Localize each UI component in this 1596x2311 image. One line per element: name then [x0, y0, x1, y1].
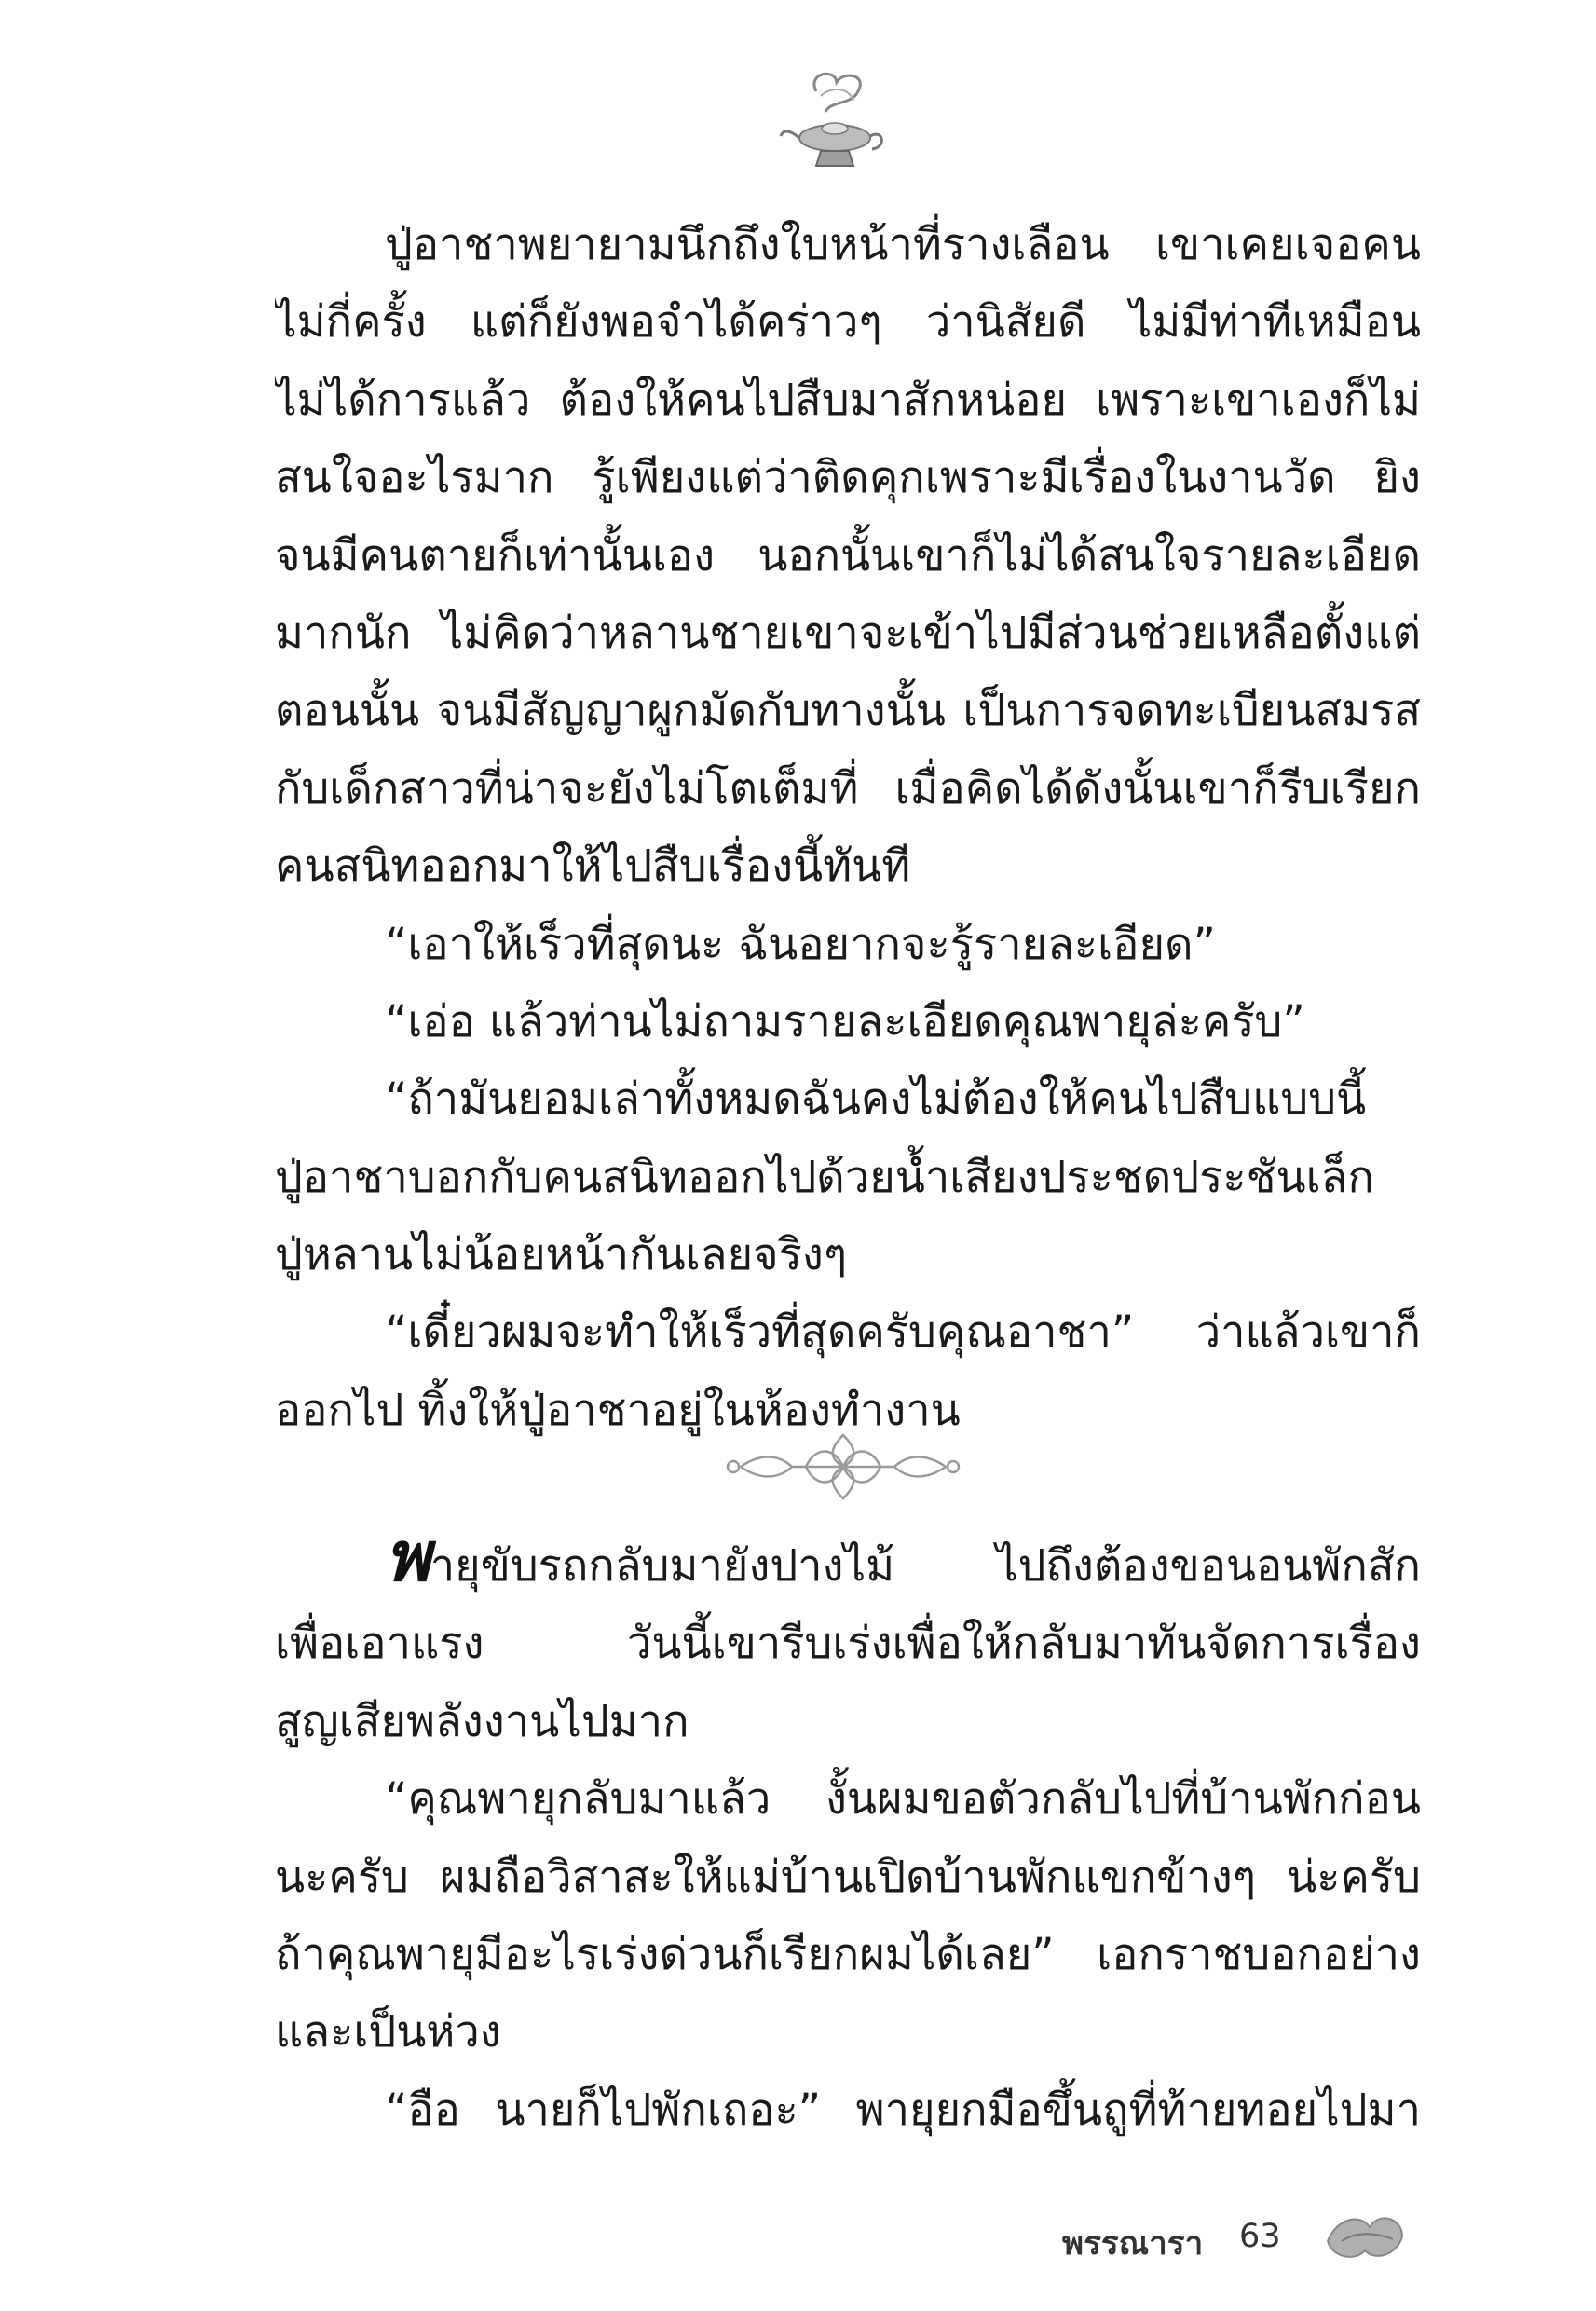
body-text-line	[275, 2072, 1421, 2149]
body-text-line-text: ไม่ได้การแล้ว ต้องให้คนไปสืบมาสักหน่อย เพราะเขาเองก็ไม่	[275, 374, 1421, 426]
body-text-line-text: “เอาให้เร็วที่สุดนะ ฉันอยากจะรู้รายละเอียด”	[385, 918, 1216, 970]
body-text-line-text: “เดี๋ยวผมจะทำให้เร็วที่สุดครับคุณอาชา” ว่าแล้วเขาก็	[385, 1306, 1421, 1359]
text-block-bottom	[275, 1527, 1421, 2149]
book-title: พรรณารา	[1062, 2225, 1204, 2263]
body-text-line-text: “อือ นายก็ไปพักเถอะ” พายุยกมือขึ้นถูที่ท้ายทอยไปมา	[385, 2084, 1421, 2136]
leaf-ornament-icon	[1323, 2204, 1407, 2269]
body-text-line-text: จนมีคนตายก็เท่านั้นเอง นอกนั้นเขาก็ไม่ได้สนใจรายละเอียด	[275, 529, 1421, 581]
body-text-line	[275, 439, 1421, 516]
body-text-line-text: นะครับ ผมถือวิสาสะให้แม่บ้านเปิดบ้านพักแขกข้างๆ น่ะครับ	[275, 1851, 1421, 1903]
text-block-top	[275, 206, 1421, 1449]
body-text-line	[275, 827, 1421, 905]
body-text-line	[275, 1605, 1421, 1682]
body-text-line-text: “ถ้ามันยอมเล่าทั้งหมดฉันคงไม่ต้องให้คนไปสืบแบบนี้	[385, 1073, 1367, 1126]
body-text-line-text: “เอ่อ แล้วท่านไม่ถามรายละเอียดคุณพายุล่ะครับ”	[385, 995, 1305, 1047]
body-text-line	[275, 1060, 1421, 1138]
body-text-line	[275, 206, 1421, 283]
body-text-line	[275, 1293, 1421, 1371]
body-text-line-text: และเป็นห่วง	[275, 2006, 501, 2058]
body-text-line-text: กับเด็กสาวที่น่าจะยังไม่โตเต็มที่ เมื่อคิดได้ดังนั้นเขาก็รีบเรียก	[275, 762, 1421, 814]
body-text-line	[275, 672, 1421, 749]
body-text-line-text: มากนัก ไม่คิดว่าหลานชายเขาจะเข้าไปมีส่วนช่วยเหลือตั้งแต่	[275, 607, 1421, 659]
body-text-line-text: “คุณพายุกลับมาแล้ว งั้นผมขอตัวกลับไปที่บ้านพักก่อน	[385, 1773, 1421, 1826]
genie-lamp-icon	[779, 63, 889, 177]
body-text-line	[275, 1139, 1421, 1216]
body-text-line-text: ออกไป ทิ้งให้ปู่อาชาอยู่ในห้องทำงาน	[275, 1384, 961, 1436]
body-text-line	[275, 595, 1421, 672]
body-text-line-text: สูญเสียพลังงานไปมาก	[275, 1695, 689, 1747]
body-text-line	[275, 906, 1421, 983]
body-text-line-text: ไม่กี่ครั้ง แต่ก็ยังพอจำได้คร่าวๆ ว่านิสัยดี ไม่มีท่าทีเหมือน	[275, 296, 1421, 349]
body-text-line-text: ตอนนั้น จนมีสัญญาผูกมัดกับทางนั้น เป็นการจดทะเบียนสมรส	[275, 685, 1421, 737]
body-text-line-text: ปู่อาชาบอกกับคนสนิทออกไปด้วยน้ำเสียงประชดประชันเล็ก	[275, 1151, 1374, 1203]
body-text-line-text: คนสนิทออกมาให้ไปสืบเรื่องนี้ทันที	[275, 841, 911, 893]
body-text-line	[275, 1760, 1421, 1838]
body-text-line	[275, 517, 1421, 595]
body-text-line-text: ปู่หลานไม่น้อยหน้ากันเลยจริงๆ	[275, 1229, 848, 1281]
drop-cap: พ	[385, 1527, 430, 1597]
page-number: 63	[1239, 2218, 1281, 2255]
body-text-line-text: ายุขับรถกลับมายังปางไม้ ไปถึงต้องขอนอนพักสัก	[430, 1540, 1421, 1592]
body-text-line	[275, 1993, 1421, 2071]
body-text-line	[275, 1916, 1421, 1993]
body-text-line	[275, 283, 1421, 361]
body-text-line	[275, 1527, 1421, 1605]
body-text-line-text: เพื่อเอาแรง วันนี้เขารีบเร่งเพื่อให้กลับมาทันจัดการเรื่อง	[275, 1618, 1421, 1670]
body-text-line	[275, 1839, 1421, 1916]
body-text-line	[275, 983, 1421, 1060]
body-text-line-text: สนใจอะไรมาก รู้เพียงแต่ว่าติดคุกเพราะมีเรื่องในงานวัด ยิง	[275, 452, 1421, 504]
body-text-line	[275, 1216, 1421, 1293]
body-text-line	[275, 750, 1421, 827]
body-text-line	[275, 1683, 1421, 1760]
body-text-line-text: ถ้าคุณพายุมีอะไรเร่งด่วนก็เรียกผมได้เลย” เอกราชบอกอย่าง	[275, 1928, 1421, 1980]
body-text-line	[275, 362, 1421, 439]
body-text-line-text: ปู่อาชาพยายามนึกถึงใบหน้าที่รางเลือน เขาเคยเจอคน	[385, 219, 1421, 270]
floral-divider-icon	[722, 1426, 964, 1508]
